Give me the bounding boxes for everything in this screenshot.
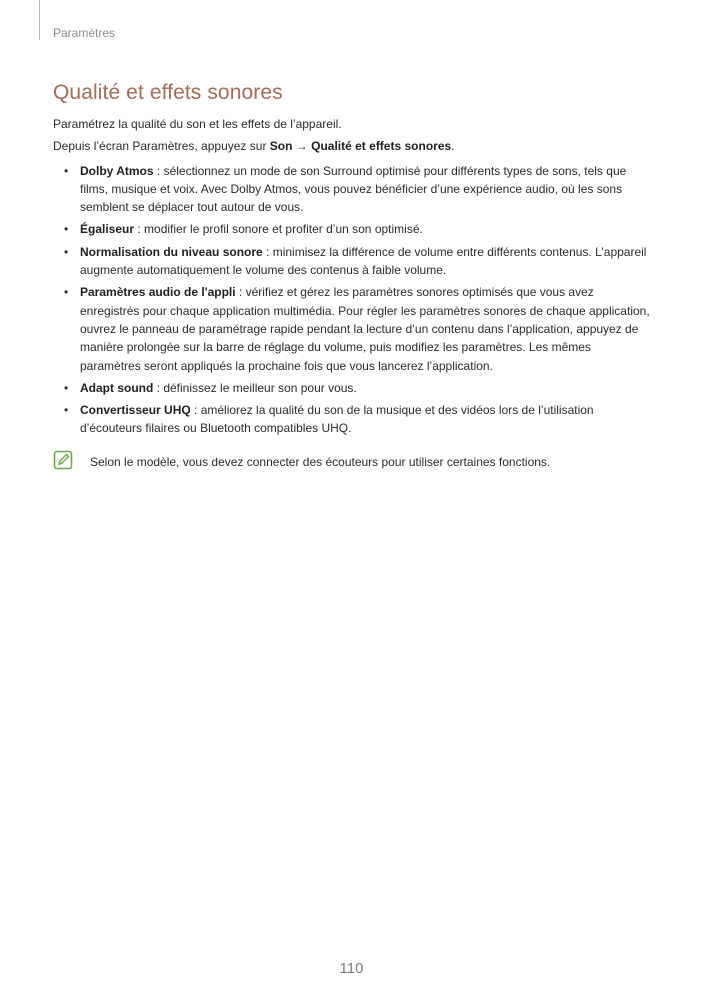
feature-term: Convertisseur UHQ (80, 403, 191, 418)
list-item (53, 220, 653, 238)
list-item (53, 283, 653, 374)
path-end: . (451, 139, 455, 154)
feature-term: Paramètres audio de l'appli (80, 285, 236, 300)
bullet: • (64, 380, 69, 395)
path-prefix: Depuis l’écran Paramètres, appuyez sur (53, 139, 270, 154)
path-target: Qualité et effets sonores (311, 139, 452, 154)
bullet: • (64, 222, 69, 237)
list-item (53, 243, 653, 280)
section-title: Qualité et effets sonores (53, 81, 283, 104)
bullet: • (64, 285, 69, 300)
bullet: • (64, 403, 69, 418)
feature-term: Égaliseur (80, 222, 135, 237)
feature-description: : vérifiez et gérez les paramètres sonores optimisés que vous avez enregistrés pour chaque application multimédia. Pour régler les paramètres sonores de chaque application, ouvrez le panneau de paramétrage rapide pendant la lecture d’un contenu dans l’application, appuyez de manière prolongée sur la barre de réglage du volume, puis modifiez les paramètres. Les mêmes paramètres seront appliqués la prochaine fois que vous lancerez l’application. (80, 285, 650, 373)
path-arrow: → (292, 139, 312, 154)
list-item (53, 379, 653, 397)
path-son: Son (269, 139, 293, 154)
feature-description: : modifier le profil sonore et profiter d’un son optimisé. (134, 222, 423, 237)
running-header: Paramètres (53, 26, 116, 40)
list-item (53, 401, 653, 438)
feature-description: : améliorez la qualité du son de la musique et des vidéos lors de l’utilisation d’écouteurs filaires ou Bluetooth compatibles UHQ. (80, 403, 594, 436)
page-number: 110 (339, 960, 364, 977)
feature-term: Normalisation du niveau sonore (80, 244, 263, 259)
note-pencil-icon (53, 450, 73, 470)
note-text: Selon le modèle, vous devez connecter des écouteurs pour utiliser certaines fonctions. (90, 455, 551, 469)
header-divider (39, 0, 40, 40)
feature-term: Dolby Atmos (80, 163, 154, 178)
bullet: • (64, 244, 69, 259)
list-item (53, 162, 653, 217)
feature-list (53, 162, 653, 438)
feature-description: : définissez le meilleur son pour vous. (153, 380, 357, 395)
bullet: • (64, 163, 69, 178)
navigation-path (53, 137, 653, 155)
intro-text: Paramétrez la qualité du son et les effets de l’appareil. (53, 117, 342, 131)
section-body (53, 115, 653, 442)
feature-description: : sélectionnez un mode de son Surround optimisé pour différents types de sons, tels que films, musique et voix. Avec Dolby Atmos, vous pouvez bénéficier d’une expérience audio, où les sons semblent se déplacer tout autour de vous. (80, 163, 627, 215)
feature-term: Adapt sound (80, 380, 154, 395)
feature-description: : minimisez la différence de volume entre différents contenus. L’appareil augmente automatiquement le volume des contenus à faible volume. (80, 244, 647, 278)
